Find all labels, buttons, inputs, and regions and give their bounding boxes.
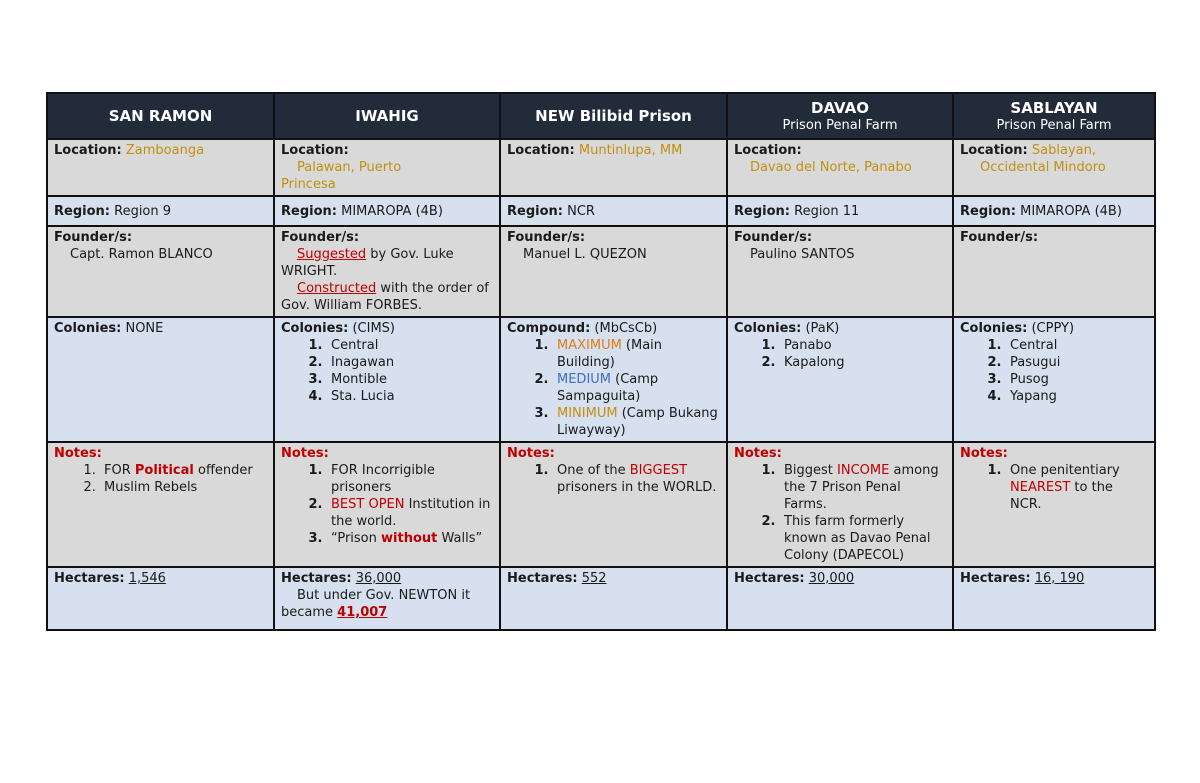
region-row xyxy=(47,196,1155,226)
header-row xyxy=(47,93,1155,139)
bilibid-compound-list xyxy=(507,337,720,439)
list-item: 3. “Prison without Walls” xyxy=(327,530,493,547)
list-item: 2. BEST OPEN Institution in the world. xyxy=(327,496,493,530)
list-item: 1. Biggest INCOME among the 7 Prison Penal Farms. xyxy=(780,462,946,513)
region-sablayan: Region: MIMAROPA (4B) xyxy=(953,196,1155,226)
list-item: 2. This farm formerly known as Davao Penal Colony (DAPECOL) xyxy=(780,513,946,564)
list-item: 2. Kapalong xyxy=(780,354,946,371)
hectares-san-ramon: Hectares: 1,546 xyxy=(47,567,274,630)
founders-row xyxy=(47,226,1155,317)
colonies-row xyxy=(47,317,1155,442)
founders-iwahig: Founder/s: Suggested by Gov. Luke WRIGHT. Constructed with the order of Gov. William FORBES. xyxy=(274,226,500,317)
location-san-ramon: Location: Zamboanga xyxy=(47,139,274,196)
suggested-link: Suggested xyxy=(297,247,367,262)
hectares-sablayan: Hectares: 16, 190 xyxy=(953,567,1155,630)
location-davao: Location: Davao del Norte, Panabo xyxy=(727,139,953,196)
prison-comparison-table xyxy=(46,92,1156,631)
list-item: 2. Inagawan xyxy=(327,354,493,371)
list-item: 4. Yapang xyxy=(1006,388,1148,405)
hectares-iwahig: Hectares: 36,000 But under Gov. NEWTON it became 41,007 xyxy=(274,567,500,630)
notes-davao: Notes: 1. Biggest INCOME among the 7 Prison Penal Farms. 2. This farm formerly known as Davao Penal Colony (DAPECOL) xyxy=(727,442,953,567)
list-item: 4. Sta. Lucia xyxy=(327,388,493,405)
list-item: 1. One penitentiary NEAREST to the NCR. xyxy=(1006,462,1148,513)
hectares-bilibid: Hectares: 552 xyxy=(500,567,727,630)
sablayan-notes-list xyxy=(960,462,1148,513)
list-item: 3. Montible xyxy=(327,371,493,388)
list-item: 3. MINIMUM (Camp Bukang Liwayway) xyxy=(553,405,720,439)
colonies-bilibid: Compound: (MbCsCb) 1. MAXIMUM (Main Building) 2. MEDIUM (Camp Sampaguita) 3. MINIMUM (Camp Bukang Liwayway) xyxy=(500,317,727,442)
colonies-san-ramon: Colonies: NONE xyxy=(47,317,274,442)
header-iwahig: IWAHIG xyxy=(274,93,500,139)
davao-colonies-list xyxy=(734,337,946,371)
notes-bilibid: Notes: 1. One of the BIGGEST prisoners in the WORLD. xyxy=(500,442,727,567)
location-sablayan: Location: Sablayan, Occidental Mindoro xyxy=(953,139,1155,196)
iwahig-notes-list xyxy=(281,462,493,547)
colonies-iwahig: Colonies: (CIMS) 1. Central 2. Inagawan 3. Montible 4. Sta. Lucia xyxy=(274,317,500,442)
iwahig-colonies-list xyxy=(281,337,493,405)
founders-san-ramon: Founder/s: Capt. Ramon BLANCO xyxy=(47,226,274,317)
list-item: 1. FOR Political offender xyxy=(100,462,267,479)
list-item: 1. Panabo xyxy=(780,337,946,354)
constructed-link: Constructed xyxy=(297,281,377,296)
list-item: 1. FOR Incorrigible prisoners xyxy=(327,462,493,496)
colonies-sablayan: Colonies: (CPPY) 1. Central 2. Pasugui 3. Pusog 4. Yapang xyxy=(953,317,1155,442)
region-iwahig: Region: MIMAROPA (4B) xyxy=(274,196,500,226)
region-davao: Region: Region 11 xyxy=(727,196,953,226)
notes-san-ramon: Notes: 1. FOR Political offender 2. Muslim Rebels xyxy=(47,442,274,567)
hectares-row xyxy=(47,567,1155,630)
founders-sablayan: Founder/s: xyxy=(953,226,1155,317)
list-item: 2. Muslim Rebels xyxy=(100,479,267,496)
bilibid-notes-list xyxy=(507,462,720,496)
region-san-ramon: Region: Region 9 xyxy=(47,196,274,226)
list-item: 1. Central xyxy=(1006,337,1148,354)
list-item: 1. One of the BIGGEST prisoners in the WORLD. xyxy=(553,462,720,496)
header-davao: DAVAO Prison Penal Farm xyxy=(727,93,953,139)
hectares-davao: Hectares: 30,000 xyxy=(727,567,953,630)
colonies-davao: Colonies: (PaK) 1. Panabo 2. Kapalong xyxy=(727,317,953,442)
header-new-bilibid: NEW Bilibid Prison xyxy=(500,93,727,139)
list-item: 1. MAXIMUM (Main Building) xyxy=(553,337,720,371)
list-item: 2. Pasugui xyxy=(1006,354,1148,371)
notes-row xyxy=(47,442,1155,567)
list-item: 3. Pusog xyxy=(1006,371,1148,388)
notes-iwahig: Notes: 1. FOR Incorrigible prisoners 2. BEST OPEN Institution in the world. 3. “Prison without Walls” xyxy=(274,442,500,567)
header-sablayan: SABLAYAN Prison Penal Farm xyxy=(953,93,1155,139)
notes-sablayan: Notes: 1. One penitentiary NEAREST to the NCR. xyxy=(953,442,1155,567)
location-iwahig: Location: Palawan, Puerto Princesa xyxy=(274,139,500,196)
location-bilibid: Location: Muntinlupa, MM xyxy=(500,139,727,196)
region-bilibid: Region: NCR xyxy=(500,196,727,226)
list-item: 1. Central xyxy=(327,337,493,354)
header-san-ramon: SAN RAMON xyxy=(47,93,274,139)
founders-bilibid: Founder/s: Manuel L. QUEZON xyxy=(500,226,727,317)
sablayan-colonies-list xyxy=(960,337,1148,405)
davao-notes-list xyxy=(734,462,946,564)
san-ramon-notes-list xyxy=(54,462,267,496)
founders-davao: Founder/s: Paulino SANTOS xyxy=(727,226,953,317)
location-row xyxy=(47,139,1155,196)
list-item: 2. MEDIUM (Camp Sampaguita) xyxy=(553,371,720,405)
